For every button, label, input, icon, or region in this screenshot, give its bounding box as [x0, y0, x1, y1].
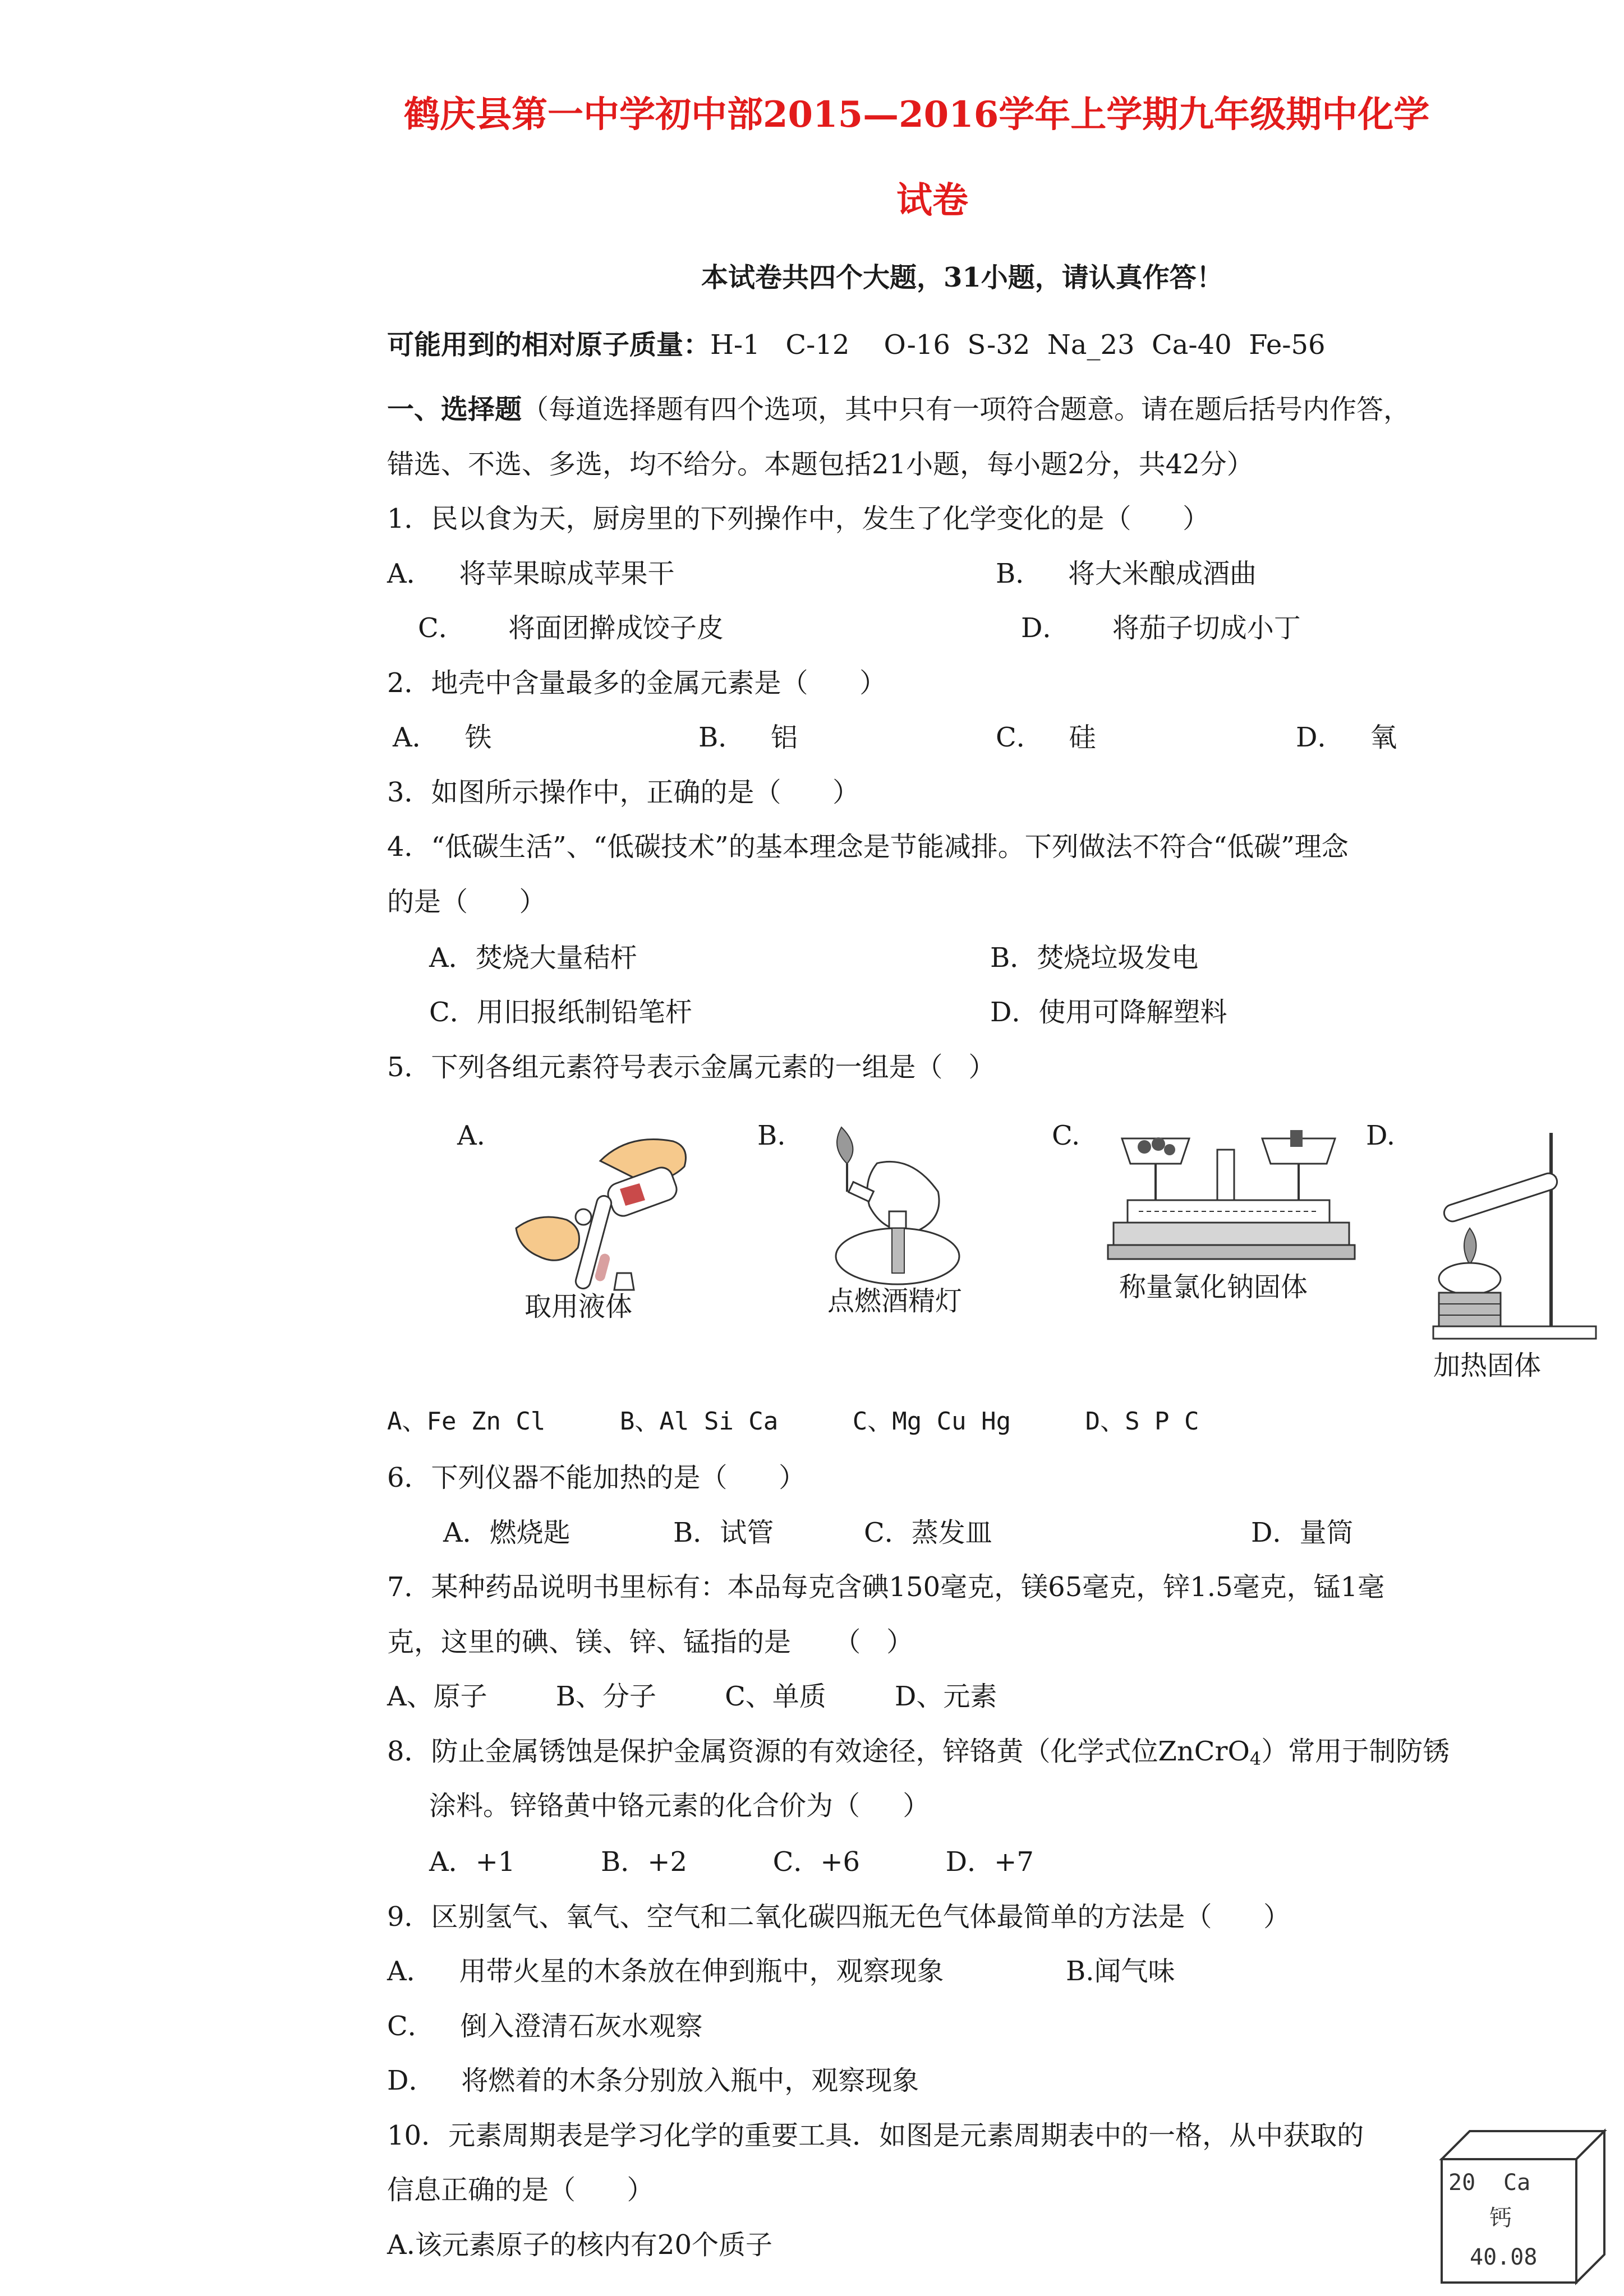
q1-stem: 1．民以食为天，厨房里的下列操作中，发生了化学变化的是（ ）	[387, 503, 1210, 534]
q9-option-c: C． 倒入澄清石灰水观察	[387, 2011, 703, 2042]
q4-stem-line1: 4．“低碳生活”、“低碳技术”的基本理念是节能减排。下列做法不符合“低碳”理念	[387, 831, 1349, 863]
atomic-mass-values: H-1 C-12 O-16 S-32 Na_23 Ca-40 Fe-56	[710, 329, 1326, 361]
cell-element-symbol: Ca	[1503, 2170, 1531, 2196]
page-title-line1: 鹤庆县第一中学初中部2015—2016学年上学期九年级期中化学	[404, 94, 1430, 136]
q4-option-c: C．用旧报纸制铅笔杆	[429, 997, 692, 1028]
q1-option-c: C． 将面团擀成饺子皮	[418, 612, 724, 644]
q6-option-d: D．量筒	[1251, 1517, 1354, 1548]
section1-instructions-line2: 错选、不选、多选，均不给分。本题包括21小题，每小题2分，共42分）	[387, 449, 1254, 480]
q8-stem-line2: 涂料。锌铬黄中铬元素的化合价为（ ）	[429, 1790, 930, 1822]
page-title-line2: 试卷	[896, 179, 968, 222]
q10-stem-line2: 信息正确的是（ ）	[387, 2174, 654, 2206]
cell-element-name: 钙	[1489, 2205, 1512, 2231]
q7-stem-line2: 克，这里的碘、镁、锌、锰指的是 （ ）	[387, 1626, 914, 1658]
q8-stem-line1: 8．防止金属锈蚀是保护金属资源的有效途径，锌铬黄（化学式位ZnCrO$_4$）常用于制防锈	[387, 1736, 1450, 1769]
q6-option-c: C．蒸发皿	[864, 1517, 992, 1548]
q10-option-a: A.该元素原子的核内有20个质子	[387, 2229, 773, 2261]
cell-atomic-number: 20	[1448, 2170, 1476, 2196]
exam-intro: 本试卷共四个大题，31小题，请认真作答！	[701, 262, 1223, 293]
fig-d-caption: 加热固体	[1433, 1350, 1542, 1381]
atomic-masses	[387, 328, 1326, 362]
fig-a-letter: A.	[457, 1120, 485, 1151]
q6-stem: 6．下列仪器不能加热的是（ ）	[387, 1462, 806, 1493]
q2-option-a: A． 铁	[393, 722, 492, 753]
q4-stem-line2: 的是（ ）	[387, 886, 546, 918]
q7-stem-line1: 7．某种药品说明书里标有：本品每克含碘150毫克，镁65毫克，锌1.5毫克，锰1毫	[387, 1571, 1385, 1603]
q7-options: A、原子 B、分子 C、单质 D、元素	[387, 1681, 997, 1712]
section1-heading: 一、选择题	[387, 394, 522, 425]
q3-stem: 3．如图所示操作中，正确的是（ ）	[387, 777, 860, 808]
q6-option-b: B．试管	[673, 1517, 774, 1548]
fig-a-caption: 取用液体	[525, 1291, 633, 1322]
q10-stem-line1: 10．元素周期表是学习化学的重要工具．如图是元素周期表中的一格，从中获取的	[387, 2120, 1364, 2151]
q9-option-a: A． 用带火星的木条放在伸到瓶中，观察现象	[387, 1956, 944, 1987]
atomic-mass-label: 可能用到的相对原子质量：	[387, 329, 711, 361]
q8-options: A．+1 B．+2 C．+6 D．+7	[429, 1846, 1034, 1878]
section1-instructions-line1: 一、选择题（每道选择题有四个选项，其中只有一项符合题意。请在题后括号内作答，	[387, 394, 1411, 425]
cell-atomic-mass: 40.08	[1470, 2244, 1538, 2270]
q9-option-d: D． 将燃着的木条分别放入瓶中，观察现象	[387, 2065, 919, 2096]
q4-option-a: A．焚烧大量秸杆	[429, 942, 637, 974]
fig-c-balance-illustration	[1105, 1116, 1358, 1273]
q9-stem: 9．区别氢气、氧气、空气和二氧化碳四瓶无色气体最简单的方法是（ ）	[387, 1901, 1291, 1933]
fig-d-letter: D.	[1366, 1120, 1396, 1151]
q1-option-b: B． 将大米酿成酒曲	[996, 558, 1257, 589]
fig-c-letter: C.	[1052, 1120, 1080, 1151]
q5-stem: 5．下列各组元素符号表示金属元素的一组是（ ）	[387, 1052, 996, 1083]
periodic-table-cell-figure	[1436, 2126, 1616, 2288]
q2-option-c: C． 硅	[996, 722, 1096, 753]
q2-option-b: B． 铝	[698, 722, 798, 753]
fig-c-caption: 称量氯化钠固体	[1119, 1271, 1308, 1303]
q4-option-d: D．使用可降解塑料	[990, 997, 1227, 1028]
q1-option-a: A． 将苹果晾成苹果干	[387, 558, 675, 589]
fig-d-heating-solid-illustration	[1428, 1127, 1602, 1346]
q5-options: A、Fe Zn Cl B、Al Si Ca C、Mg Cu Hg D、S P C	[387, 1407, 1199, 1436]
q2-stem: 2．地壳中含量最多的金属元素是（ ）	[387, 667, 887, 699]
q1-option-d: D． 将茄子切成小丁	[1021, 612, 1301, 644]
q9-option-b: B.闻气味	[1066, 1956, 1175, 1987]
fig-b-letter: B.	[757, 1120, 786, 1151]
q8-formula-subscript: 4	[1249, 1748, 1262, 1769]
fig-b-caption: 点燃酒精灯	[827, 1285, 963, 1317]
fig-b-alcohol-lamp-illustration	[808, 1116, 987, 1290]
fig-a-liquid-pouring-illustration	[505, 1122, 763, 1307]
q6-option-a: A．燃烧匙	[443, 1517, 571, 1548]
q2-option-d: D． 氧	[1296, 722, 1397, 753]
q4-option-b: B．焚烧垃圾发电	[990, 942, 1199, 974]
